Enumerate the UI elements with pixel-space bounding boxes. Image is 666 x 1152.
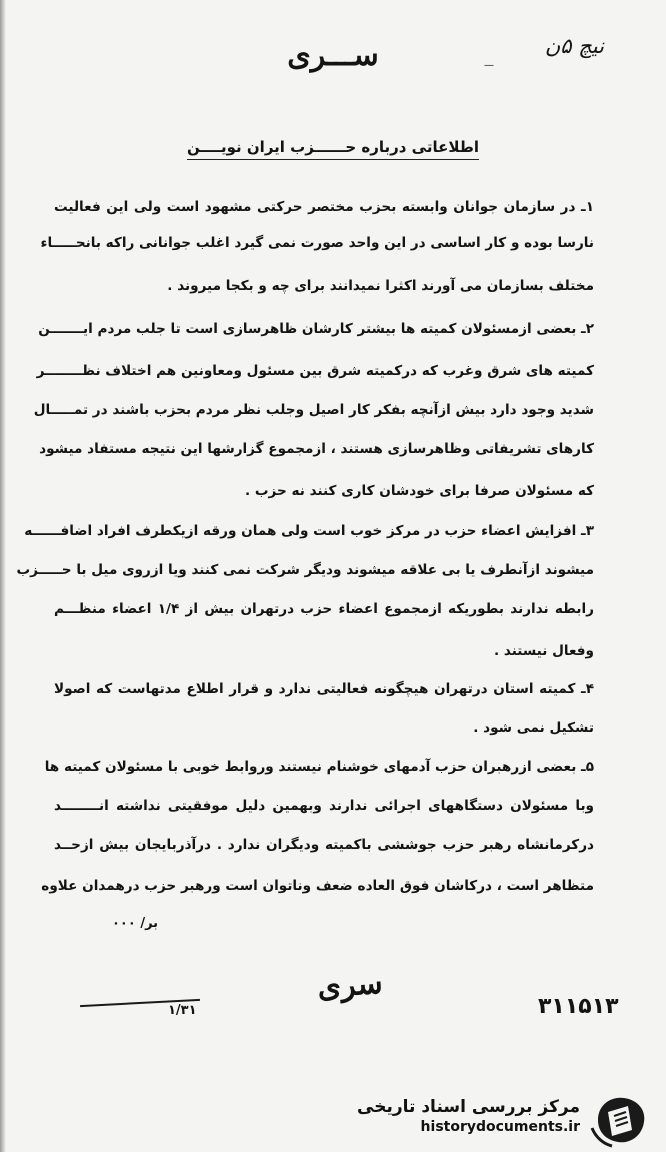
body-line: درکرمانشاه رهبر حزب جوششی باکمیته ودیگران ندارد . درآذربایجان بیش ازحــد: [54, 837, 594, 853]
body-line: ۳ـ افزایش اعضاء حزب در مرکز خوب است ولی همان ورقه ازیکطرف افراد اضافــــــه: [24, 523, 594, 539]
body-line: کمیته های شرق وغرب که درکمیته شرق بین مسئول ومعاونین هم اختلاف نظــــــــر: [36, 363, 594, 379]
body-line: کارهای تشریفاتی وظاهرسازی هستند ، ازمجموع گزارشها این نتیجه مستفاد میشود: [39, 441, 594, 457]
archive-url: historydocuments.ir: [420, 1119, 580, 1135]
scan-edge-shadow: [0, 0, 6, 1152]
body-line: وبا مسئولان دستگاههای اجرائی ندارند وبهمین دلیل موفقیتی نداشته انــــــــد: [54, 798, 594, 814]
continued-mark: بر/ ۰۰۰: [112, 916, 159, 931]
document-title: [0, 138, 666, 156]
classification-stamp: سری: [316, 965, 384, 1006]
archive-name: مرکز بررسی اسناد تاریخی: [357, 1097, 580, 1117]
body-line: ۵ـ بعضی ازرهبران حزب آدمهای خوشنام نیستند وروابط خوبی با مسئولان کمیته ها: [44, 759, 594, 775]
classification-heading: ســـرى: [287, 38, 379, 73]
archive-watermark: [357, 1097, 580, 1135]
body-line: نارسا بوده و کار اساسی در این واحد صورت نمی گیرد اغلب جوانانی راکه بانحـــــاء: [40, 235, 594, 251]
body-line: میشوند ازآنطرف یا بی علاقه میشوند ودیگر شرکت نمی کنند ویا ازروی میل با حـــــزب: [16, 562, 594, 578]
body-line: شدید وجود دارد بیش ازآنچه بفکر کار اصیل وجلب نظر مردم بحزب باشند در تمـــــال: [33, 402, 594, 418]
document-number: ۳۱۱۵۱۳: [538, 994, 619, 1019]
document-title-text: اطلاعاتی درباره حــــــزب ایران نویــــن: [187, 138, 479, 160]
body-line: که مسئولان صرفا برای خودشان کاری کنند نه حزب .: [244, 483, 594, 499]
archive-logo-icon: [590, 1092, 650, 1148]
body-line: ۲ـ بعضی ازمسئولان کمیته ها بیشتر کارشان ظاهرسازی است تا جلب مردم ایـــــــن: [38, 321, 594, 337]
body-line: متظاهر است ، درکاشان فوق العاده ضعف وناتوان است ورهبر حزب درهمدان علاوه: [41, 878, 594, 894]
body-line: مختلف بسازمان می آورند اکثرا نمیدانند برای چه و بکجا میروند .: [167, 278, 594, 294]
signature-number: ۱/۳۱: [168, 1003, 197, 1018]
body-line: ۱ـ در سازمان جوانان وابسته بحزب مختصر حرکتی مشهود است ولی این فعالیت: [54, 199, 594, 215]
body-line: ۴ـ کمیته استان درتهران هیچگونه فعالیتی ندارد و قرار اطلاع مدتهاست که اصولا: [54, 681, 594, 697]
body-line: تشکیل نمی شود .: [473, 720, 594, 736]
heading-dash-mark: —: [484, 60, 494, 71]
body-line: وفعال نیستند .: [494, 643, 594, 659]
handwritten-note: نیچ ۵ن: [544, 34, 604, 58]
body-line: رابطه ندارند بطوریکه ازمجموع اعضاء حزب درتهران بیش از ۱/۴ اعضاء منظـــم: [54, 601, 594, 617]
